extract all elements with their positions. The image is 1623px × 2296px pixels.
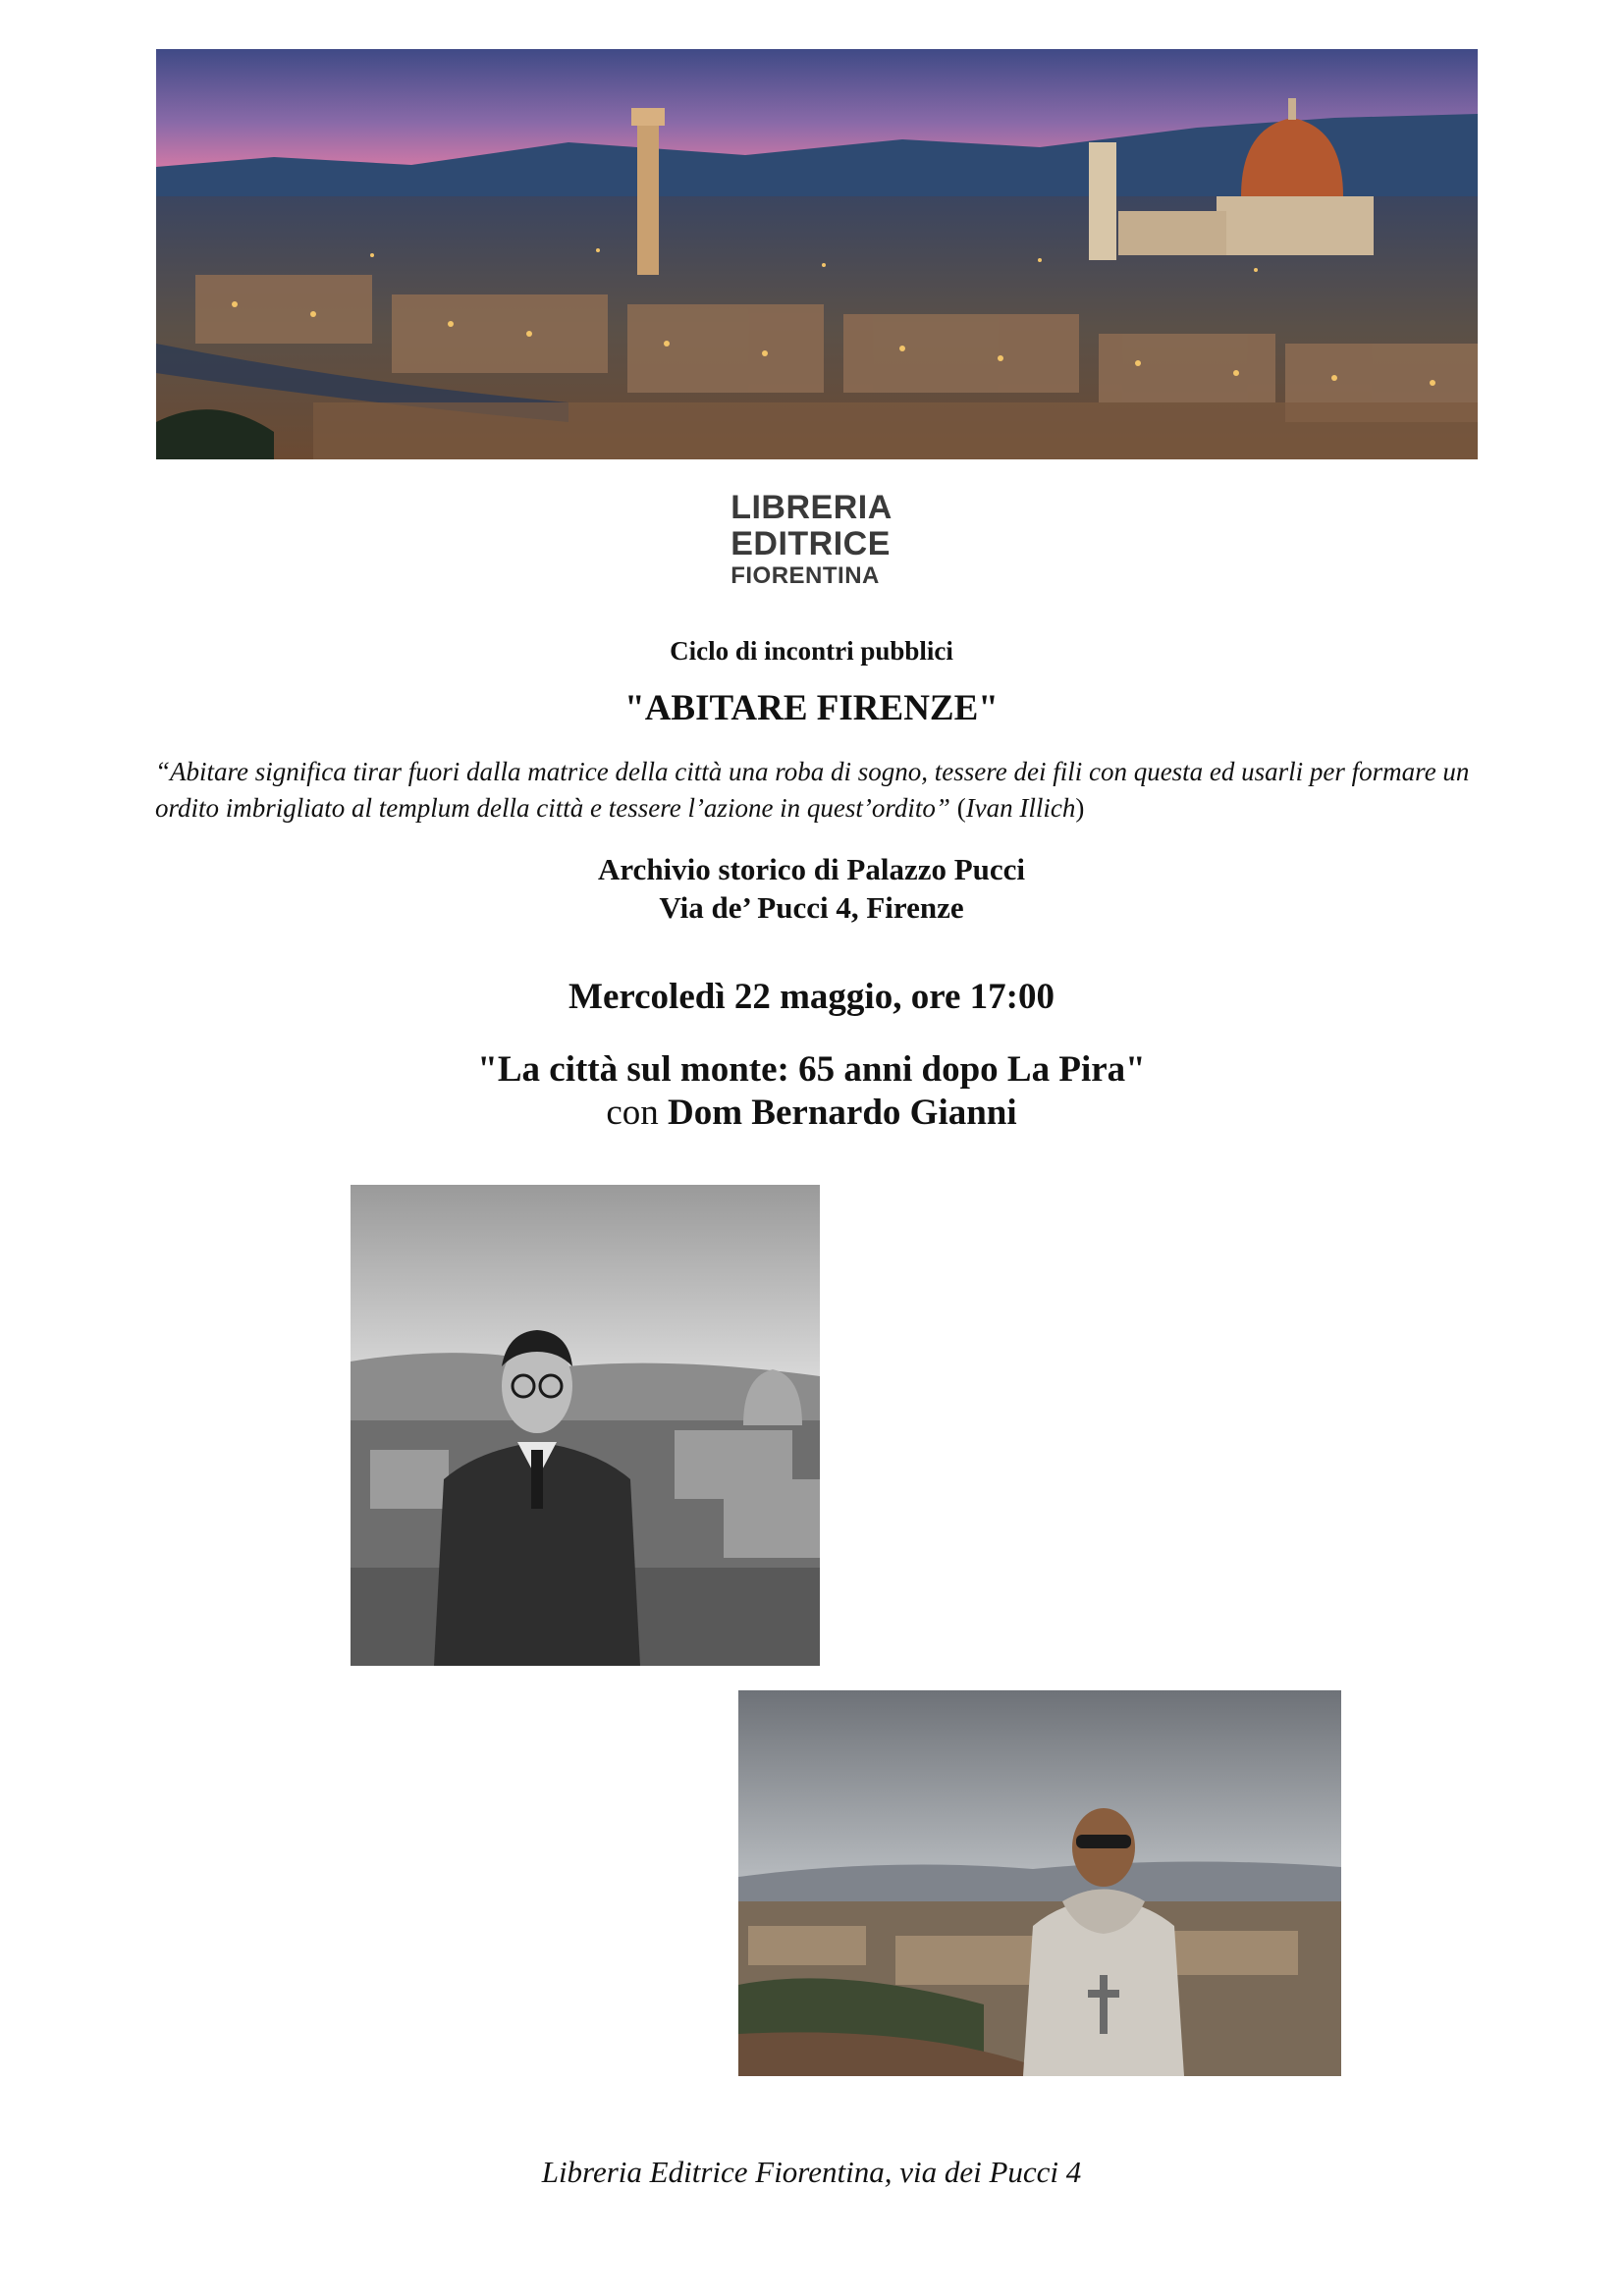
speaker-line xyxy=(0,1092,1623,1134)
speaker-name: Dom Bernardo Gianni xyxy=(668,1093,1017,1133)
florence-panorama-banner xyxy=(156,49,1478,459)
venue xyxy=(0,850,1623,927)
logo-line-3: FIORENTINA xyxy=(730,562,880,589)
series-label: Ciclo di incontri pubblici xyxy=(670,636,953,666)
quote-author-name: Ivan Illich xyxy=(965,793,1076,823)
venue-name: Archivio storico di Palazzo Pucci xyxy=(597,852,1026,886)
logo-line-1: LIBRERIA xyxy=(730,489,893,526)
dom-bernardo-photo xyxy=(738,1690,1341,2076)
cycle-title: "ABITARE FIRENZE" xyxy=(624,688,999,728)
footer-address: Libreria Editrice Fiorentina, via dei Pucci 4 xyxy=(541,2155,1082,2189)
event-date: Mercoledì 22 maggio, ore 17:00 xyxy=(568,977,1055,1017)
la-pira-photo xyxy=(351,1185,820,1666)
logo-line-2: EDITRICE xyxy=(730,525,891,562)
quote-text: “Abitare significa tirar fuori dalla matrice della città una roba di sogno, tessere dei fili con questa ed usarli per formare un ordito imbrigliato al templum della città e tessere l’azione in quest’ordito” xyxy=(155,757,1470,823)
quote xyxy=(155,754,1490,827)
quote-author: (Ivan Illich) xyxy=(956,793,1085,823)
publisher-logo xyxy=(0,491,1623,588)
venue-address: Via de’ Pucci 4, Firenze xyxy=(659,890,964,925)
speaker-prefix: con xyxy=(606,1093,659,1133)
talk-title: "La città sul monte: 65 anni dopo La Pira" xyxy=(477,1049,1146,1090)
